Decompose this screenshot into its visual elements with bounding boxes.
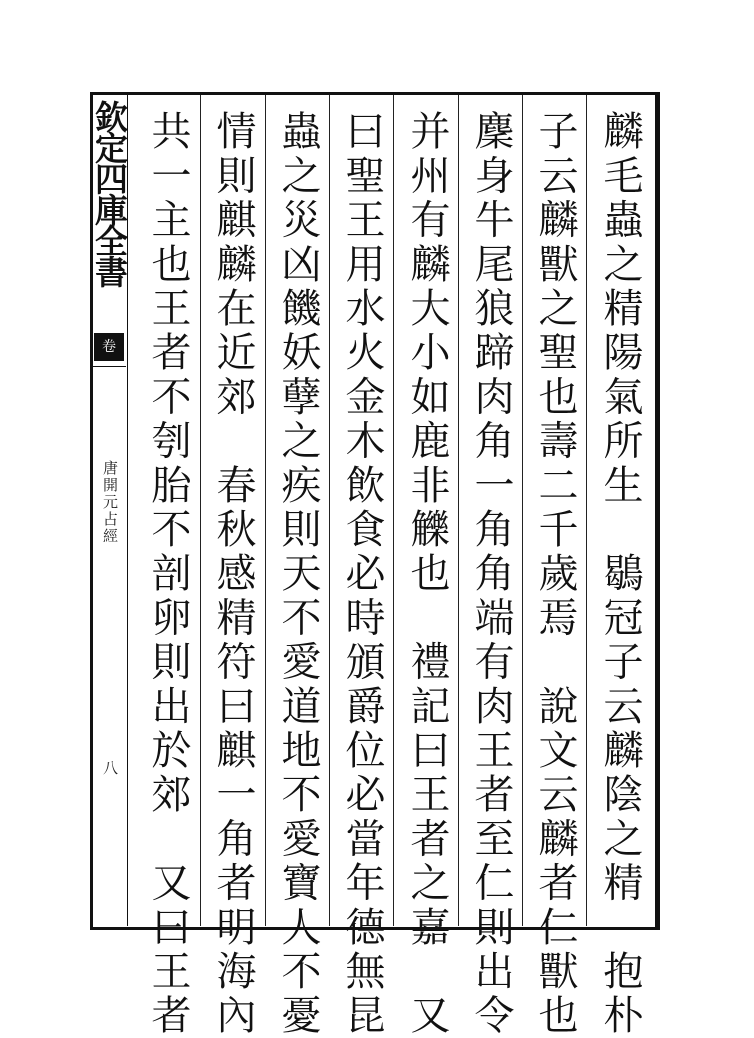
- text-column-2: 子云麟獸之聖也壽二千歲焉 說文云麟者仁獸也: [532, 110, 578, 1038]
- text-column-5: 曰聖王用水火金木飲食必時頒爵位必當年德無昆: [339, 110, 385, 1038]
- text-column-4: 并州有麟大小如鹿非觻也 禮記曰王者之嘉 又: [404, 110, 450, 1038]
- column-rule: [265, 95, 266, 926]
- column-rule: [329, 95, 330, 926]
- column-rule: [586, 95, 587, 926]
- text-column-3: 麇身牛尾狼蹄肉角一角角端有肉王者至仁則出令: [468, 110, 514, 1038]
- text-column-1: 麟毛蟲之精陽氣所生 鶡冠子云麟陰之精 抱朴: [597, 110, 643, 1038]
- column-rule: [393, 95, 394, 926]
- text-column-7: 情則麒麟在近郊 春秋感精符曰麒一角者明海內: [210, 110, 256, 1038]
- margin-divider: [93, 366, 126, 367]
- volume-marker: 卷: [94, 333, 124, 361]
- text-column-8: 共一主也王者不刳胎不剖卵則出於郊 又曰王者: [145, 110, 191, 1038]
- work-subtitle: 唐開元占經: [101, 460, 119, 545]
- page-number: 八: [101, 760, 119, 775]
- column-rule: [458, 95, 459, 926]
- column-rule: [200, 95, 201, 926]
- book-title: 欽定四庫全書: [90, 100, 129, 286]
- column-rule: [522, 95, 523, 926]
- text-column-6: 蟲之災凶饑妖孽之疾則天不愛道地不愛寶人不憂: [275, 110, 321, 1038]
